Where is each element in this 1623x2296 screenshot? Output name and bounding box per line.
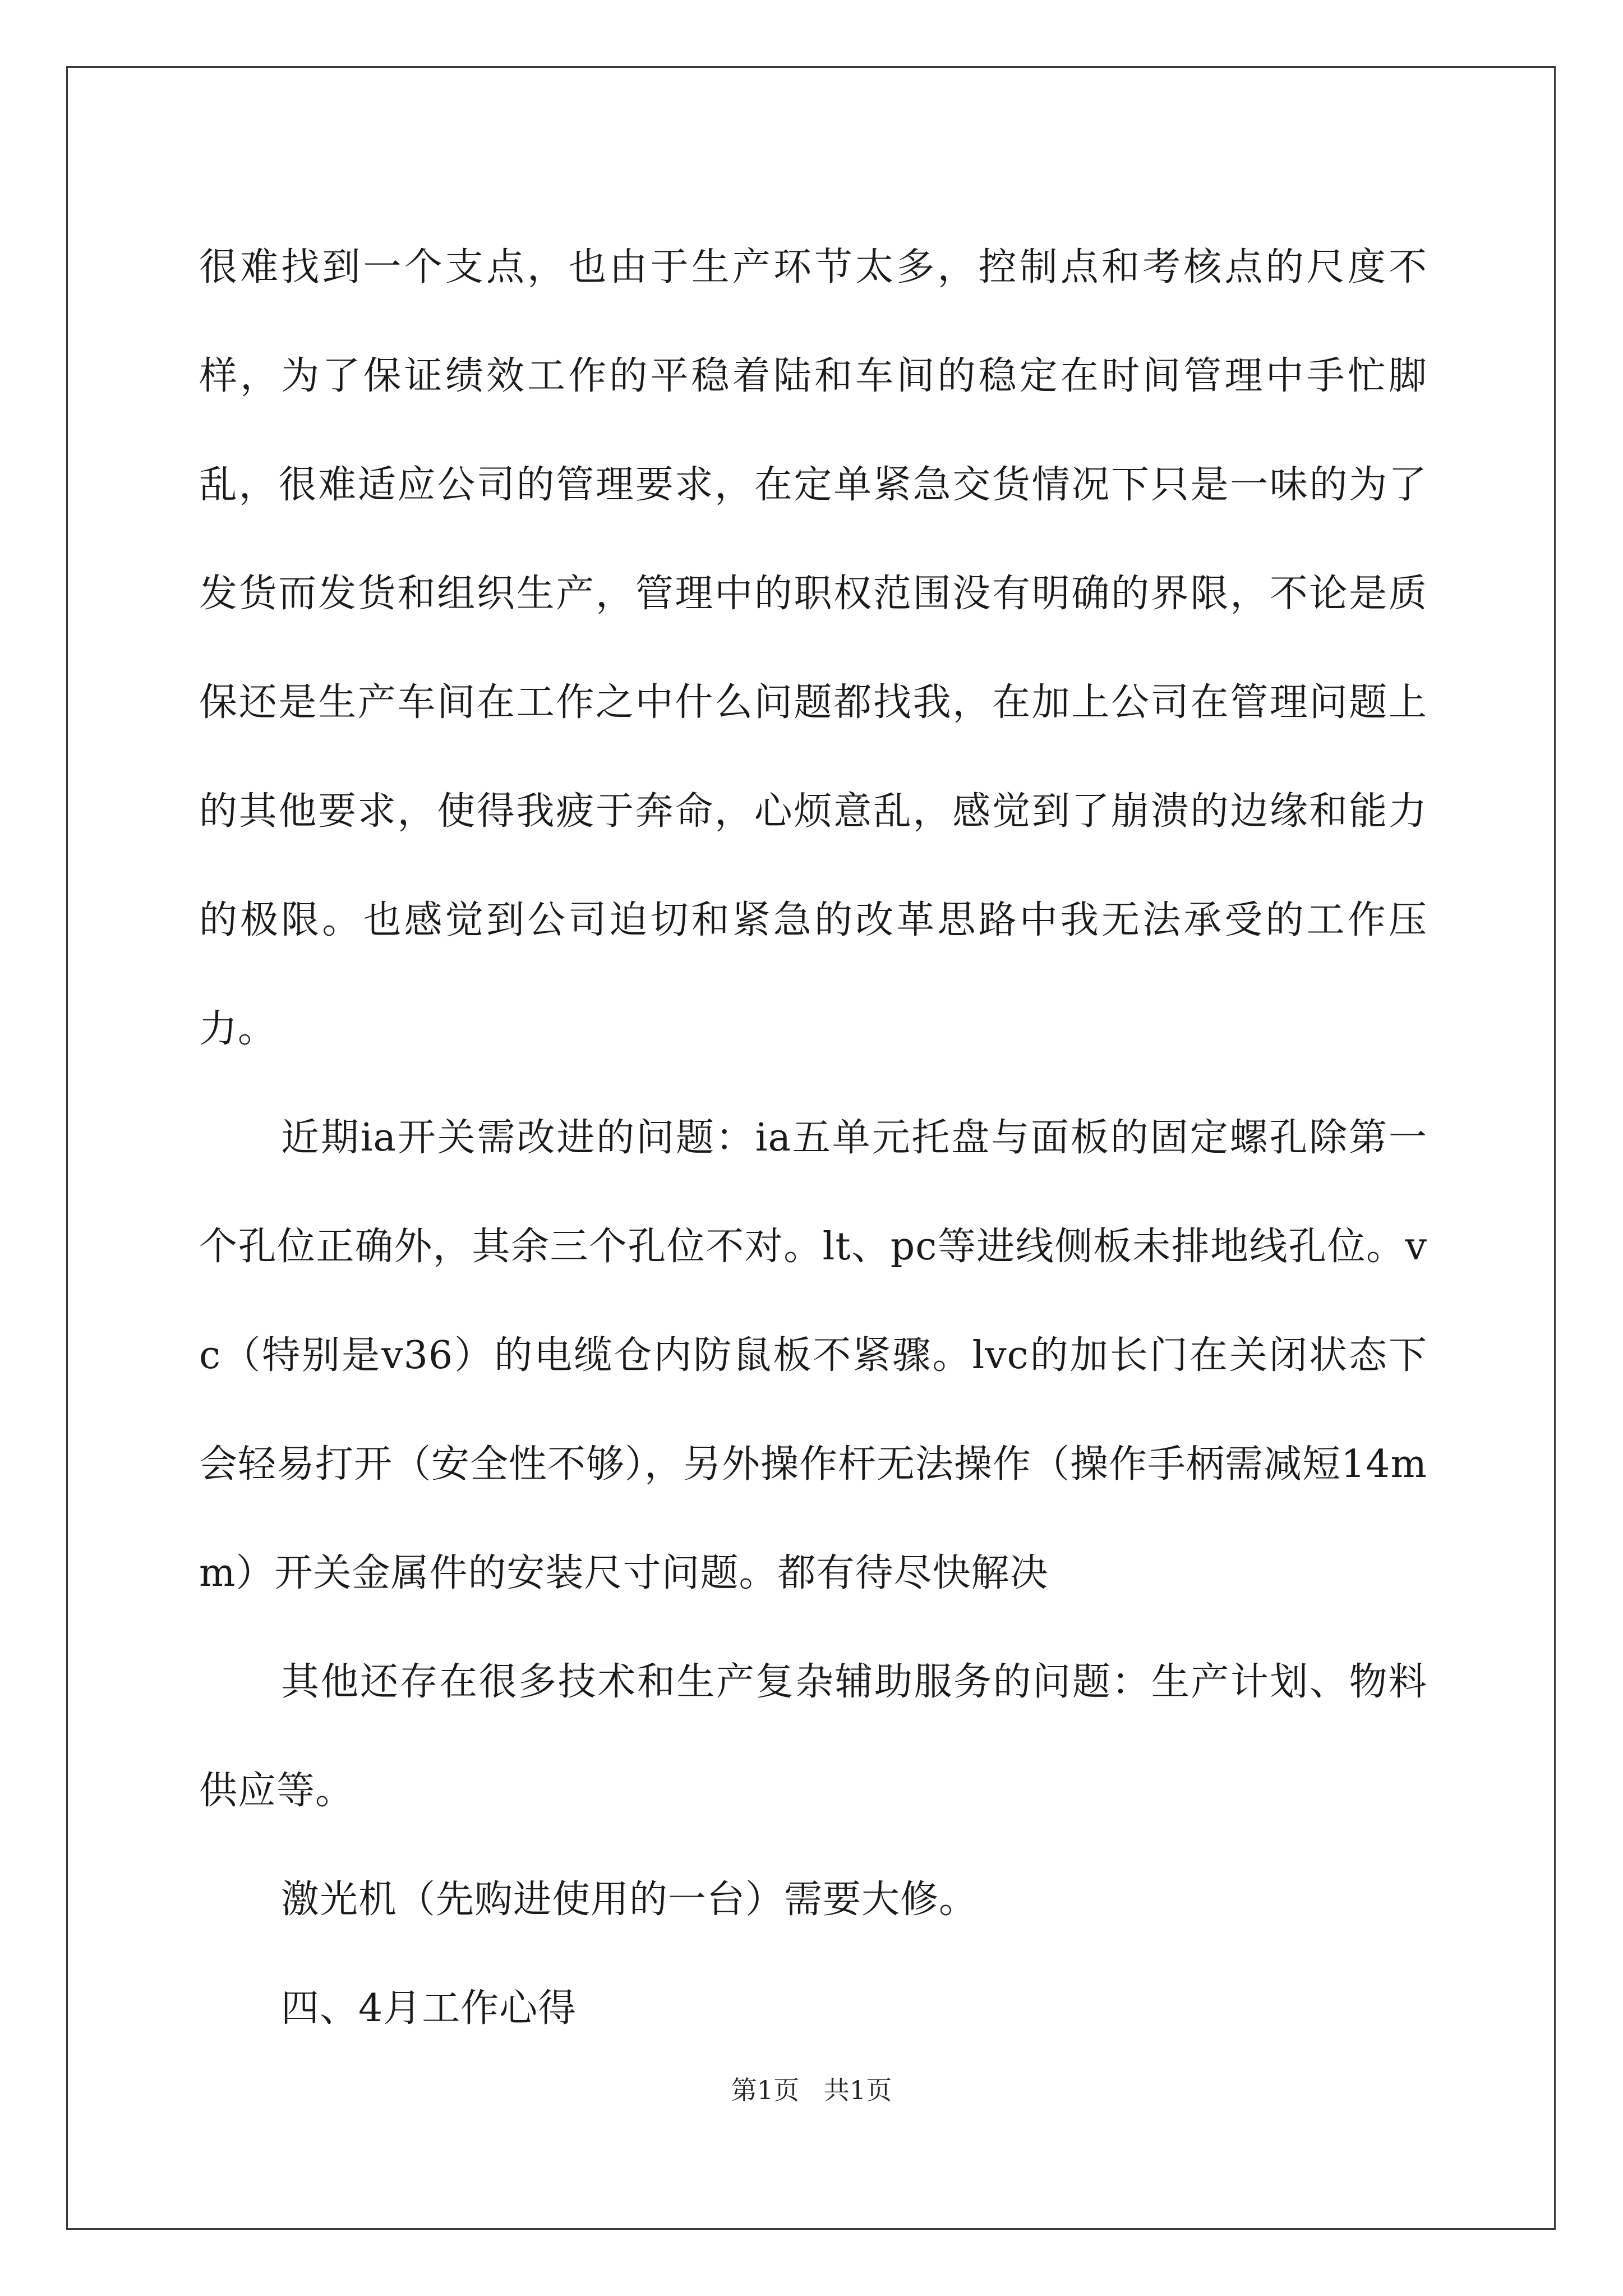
paragraph-4: 激光机（先购进使用的一台）需要大修。 [281, 1878, 978, 1922]
paragraph-1: 很难找到一个支点，也由于生产环节太多，控制点和考核点的尺度不样，为了保证绩效工作的平稳着陆和车间的稳定在时间管理中手忙脚乱，很难适应公司的管理要求，在定单紧急交货情况下只是一味的为了发货而发货和组织生产，管理中的职权范围没有明确的界限，不论是质保还是生产车间在工作之中什么问题都找我，在加上公司在管理问题上的其他要求，使得我疲于奔命，心烦意乱，感觉到了崩溃的边缘和能力的极限。也感觉到公司迫切和紧急的改革思路中我无法承受的工作压力。 [199, 245, 1427, 1051]
section-heading: 四、4月工作心得 [281, 1986, 577, 2031]
paragraph-2: 近期ia开关需改进的问题：ia五单元托盘与面板的固定螺孔除第一个孔位正确外，其余三个孔位不对。lt、pc等进线侧板未排地线孔位。vc（特别是v36）的电缆仓内防鼠板不紧骤。lvc的加长门在关闭状态下会轻易打开（安全性不够），另外操作杆无法操作（操作手柄需减短14mm）开关金属件的安装尺寸问题。都有待尽快解决 [199, 1116, 1428, 1595]
page-number-footer: 第1页 共1页 [731, 2075, 892, 2105]
paragraph-3: 其他还存在很多技术和生产复杂辅助服务的问题：生产计划、物料供应等。 [199, 1660, 1427, 1813]
document-body [199, 213, 1427, 2063]
